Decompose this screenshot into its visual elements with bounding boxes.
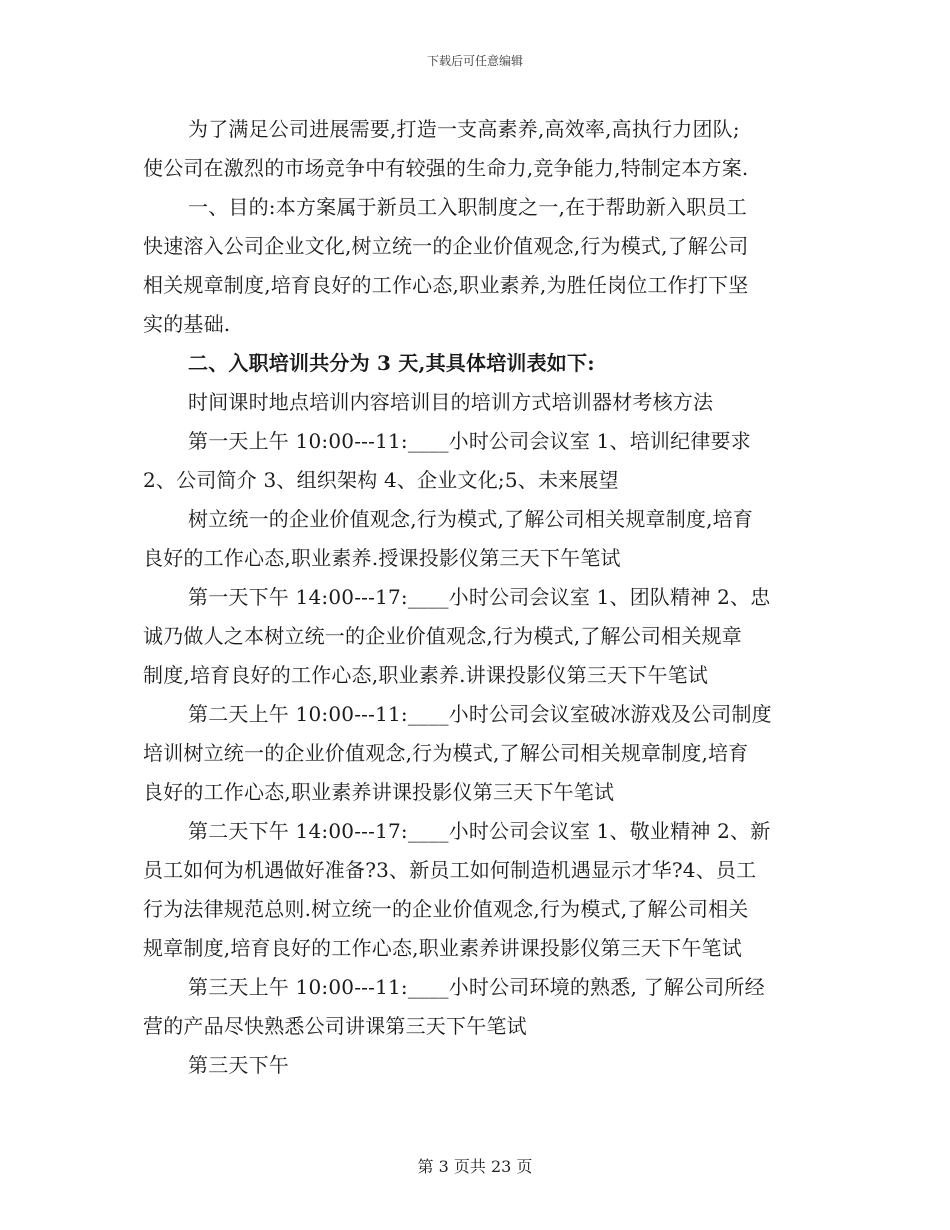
paragraph-line: 相关规章制度,培育良好的工作心态,职业素养,为胜任岗位工作打下坚 bbox=[143, 273, 749, 297]
paragraph-line: 培训树立统一的企业价值观念,行为模式,了解公司相关规章制度,培育 bbox=[143, 741, 749, 765]
paragraph-line: 规章制度,培育良好的工作心态,职业素养讲课投影仪第三天下午笔试 bbox=[143, 936, 742, 960]
paragraph-line: 实的基础. bbox=[143, 312, 231, 336]
paragraph-line: 时间课时地点培训内容培训目的培训方式培训器材考核方法 bbox=[188, 390, 714, 414]
paragraph-line: 第三天上午 10:00---11:____小时公司环境的熟悉, 了解公司所经 bbox=[188, 975, 765, 999]
section-heading: 二、入职培训共分为 3 天,其具体培训表如下: bbox=[188, 351, 595, 375]
page-header: 下载后可任意编辑 bbox=[426, 54, 523, 68]
paragraph-line: 第一天下午 14:00---17:____小时公司会议室 1、团队精神 2、忠 bbox=[188, 585, 771, 609]
paragraph-line: 员工如何为机遇做好准备?3、新员工如何制造机遇显示才华?4、员工 bbox=[143, 858, 757, 882]
paragraph-line: 第二天上午 10:00---11:____小时公司会议室破冰游戏及公司制度 bbox=[188, 702, 772, 726]
paragraph-line: 2、公司简介 3、组织架构 4、企业文化;5、未来展望 bbox=[143, 468, 619, 492]
paragraph-line: 快速溶入公司企业文化,树立统一的企业价值观念,行为模式,了解公司 bbox=[143, 234, 749, 258]
paragraph-line: 第二天下午 14:00---17:____小时公司会议室 1、敬业精神 2、新 bbox=[188, 819, 771, 843]
paragraph-line: 营的产品尽快熟悉公司讲课第三天下午笔试 bbox=[143, 1014, 527, 1038]
paragraph-line: 诚乃做人之本树立统一的企业价值观念,行为模式,了解公司相关规章 bbox=[143, 624, 742, 648]
paragraph-line: 行为法律规范总则.树立统一的企业价值观念,行为模式,了解公司相关 bbox=[143, 897, 749, 921]
paragraph-line: 使公司在激烈的市场竞争中有较强的生命力,竞争能力,特制定本方案. bbox=[143, 156, 749, 180]
document-body bbox=[143, 110, 811, 1085]
paragraph-line: 良好的工作心态,职业素养讲课投影仪第三天下午笔试 bbox=[143, 780, 615, 804]
paragraph-line: 第三天下午 bbox=[188, 1053, 289, 1077]
paragraph-line: 树立统一的企业价值观念,行为模式,了解公司相关规章制度,培育 bbox=[188, 507, 754, 531]
paragraph-line: 制度,培育良好的工作心态,职业素养.讲课投影仪第三天下午笔试 bbox=[143, 663, 709, 687]
paragraph-line: 良好的工作心态,职业素养.授课投影仪第三天下午笔试 bbox=[143, 546, 621, 570]
page-footer: 第 3 页共 23 页 bbox=[417, 1157, 533, 1176]
paragraph-line: 第一天上午 10:00---11:____小时公司会议室 1、培训纪律要求 bbox=[188, 429, 751, 453]
paragraph-line: 一、目的:本方案属于新员工入职制度之一,在于帮助新入职员工 bbox=[188, 195, 747, 219]
paragraph-line: 为了满足公司进展需要,打造一支高素养,高效率,高执行力团队; bbox=[188, 117, 740, 141]
